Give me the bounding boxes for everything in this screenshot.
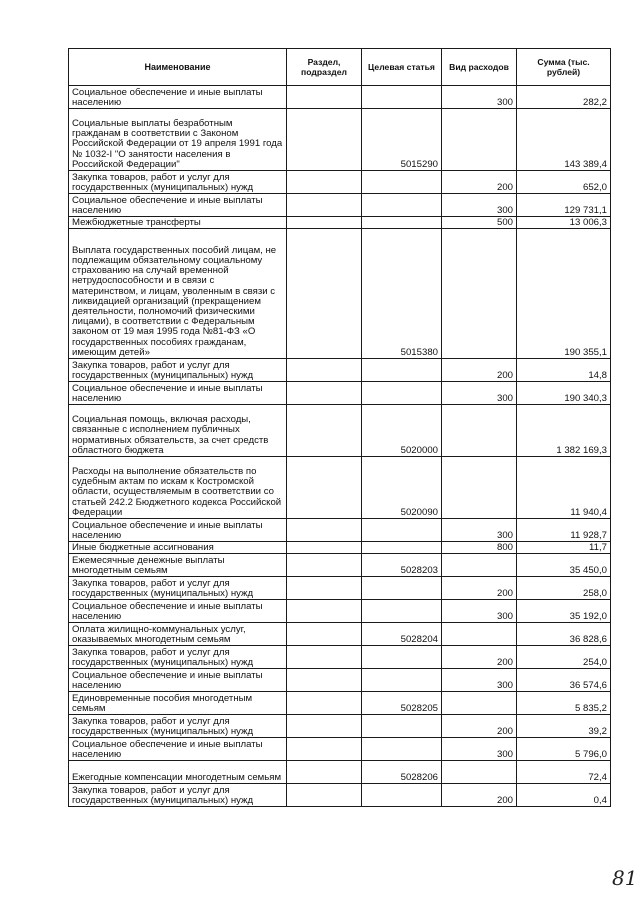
cell-amount: 129 731,1 bbox=[517, 194, 611, 217]
cell-name: Закупка товаров, работ и услуг для государственных (муниципальных) нужд bbox=[69, 784, 287, 807]
cell-section bbox=[287, 554, 362, 577]
cell-section bbox=[287, 109, 362, 171]
table-row bbox=[69, 692, 611, 715]
cell-amount: 282,2 bbox=[517, 86, 611, 109]
cell-section bbox=[287, 382, 362, 405]
cell-amount: 190 340,3 bbox=[517, 382, 611, 405]
header-amount: Сумма (тыс. рублей) bbox=[517, 49, 611, 86]
cell-name: Единовременные пособия многодетным семьям bbox=[69, 692, 287, 715]
table-row bbox=[69, 109, 611, 171]
cell-name: Социальное обеспечение и иные выплаты населению bbox=[69, 86, 287, 109]
cell-section bbox=[287, 229, 362, 359]
cell-amount: 13 006,3 bbox=[517, 217, 611, 229]
cell-amount: 36 828,6 bbox=[517, 623, 611, 646]
cell-amount: 652,0 bbox=[517, 171, 611, 194]
cell-type bbox=[442, 761, 517, 784]
cell-name: Социальное обеспечение и иные выплаты населению bbox=[69, 738, 287, 761]
cell-section bbox=[287, 761, 362, 784]
table-row bbox=[69, 194, 611, 217]
cell-amount: 14,8 bbox=[517, 359, 611, 382]
cell-section bbox=[287, 519, 362, 542]
cell-amount: 143 389,4 bbox=[517, 109, 611, 171]
cell-type: 300 bbox=[442, 738, 517, 761]
cell-amount: 5 835,2 bbox=[517, 692, 611, 715]
table-row bbox=[69, 623, 611, 646]
cell-name: Социальная помощь, включая расходы, связанные с исполнением публичных нормативных обязательств, за счет средств областного бюджета bbox=[69, 405, 287, 457]
table-row bbox=[69, 738, 611, 761]
header-name: Наименование bbox=[69, 49, 287, 86]
cell-amount: 72,4 bbox=[517, 761, 611, 784]
cell-section bbox=[287, 542, 362, 554]
cell-name: Оплата жилищно-коммунальных услуг, оказываемых многодетным семьям bbox=[69, 623, 287, 646]
cell-name: Межбюджетные трансферты bbox=[69, 217, 287, 229]
cell-type: 200 bbox=[442, 359, 517, 382]
cell-amount: 35 450,0 bbox=[517, 554, 611, 577]
cell-type: 200 bbox=[442, 646, 517, 669]
cell-type bbox=[442, 457, 517, 519]
cell-name: Социальное обеспечение и иные выплаты населению bbox=[69, 600, 287, 623]
cell-name: Социальное обеспечение и иные выплаты населению bbox=[69, 382, 287, 405]
cell-target bbox=[362, 519, 442, 542]
cell-amount: 11 928,7 bbox=[517, 519, 611, 542]
cell-target: 5015380 bbox=[362, 229, 442, 359]
table-row bbox=[69, 457, 611, 519]
cell-section bbox=[287, 669, 362, 692]
table-row bbox=[69, 359, 611, 382]
cell-amount: 35 192,0 bbox=[517, 600, 611, 623]
cell-section bbox=[287, 405, 362, 457]
cell-name: Закупка товаров, работ и услуг для государственных (муниципальных) нужд bbox=[69, 359, 287, 382]
cell-section bbox=[287, 715, 362, 738]
cell-target: 5028205 bbox=[362, 692, 442, 715]
cell-amount: 1 382 169,3 bbox=[517, 405, 611, 457]
cell-amount: 39,2 bbox=[517, 715, 611, 738]
cell-target bbox=[362, 171, 442, 194]
cell-name: Закупка товаров, работ и услуг для государственных (муниципальных) нужд bbox=[69, 577, 287, 600]
cell-type: 300 bbox=[442, 86, 517, 109]
header-type: Вид расходов bbox=[442, 49, 517, 86]
cell-target bbox=[362, 217, 442, 229]
table-row bbox=[69, 554, 611, 577]
cell-section bbox=[287, 623, 362, 646]
cell-target bbox=[362, 382, 442, 405]
cell-name: Социальное обеспечение и иные выплаты населению bbox=[69, 194, 287, 217]
cell-target bbox=[362, 600, 442, 623]
budget-table bbox=[68, 48, 611, 807]
cell-section bbox=[287, 217, 362, 229]
cell-name: Социальное обеспечение и иные выплаты населению bbox=[69, 519, 287, 542]
table-row bbox=[69, 229, 611, 359]
table-row bbox=[69, 646, 611, 669]
cell-type: 300 bbox=[442, 600, 517, 623]
cell-section bbox=[287, 86, 362, 109]
table-row bbox=[69, 382, 611, 405]
cell-amount: 0,4 bbox=[517, 784, 611, 807]
cell-amount: 190 355,1 bbox=[517, 229, 611, 359]
cell-type: 200 bbox=[442, 171, 517, 194]
cell-name: Социальное обеспечение и иные выплаты населению bbox=[69, 669, 287, 692]
cell-type bbox=[442, 229, 517, 359]
cell-amount: 258,0 bbox=[517, 577, 611, 600]
cell-target bbox=[362, 194, 442, 217]
cell-name: Закупка товаров, работ и услуг для государственных (муниципальных) нужд bbox=[69, 715, 287, 738]
cell-name: Иные бюджетные ассигнования bbox=[69, 542, 287, 554]
table-row bbox=[69, 669, 611, 692]
cell-name: Ежемесячные денежные выплаты многодетным семьям bbox=[69, 554, 287, 577]
cell-type bbox=[442, 405, 517, 457]
cell-type: 300 bbox=[442, 669, 517, 692]
table-row bbox=[69, 577, 611, 600]
cell-name: Выплата государственных пособий лицам, не подлежащим обязательному социальному страхованию на случай временной нетрудоспособности и в связи с материнством, и лицам, уволенным в связи с ликвидацией организаций (прекращением деятельности, полномочий физическими лицами), в соответствии с Федеральным законом от 19 мая 1995 года №81-ФЗ «О государственных пособиях гражданам, имеющим детей» bbox=[69, 229, 287, 359]
cell-target: 5028203 bbox=[362, 554, 442, 577]
cell-type: 200 bbox=[442, 784, 517, 807]
cell-section bbox=[287, 359, 362, 382]
cell-type: 800 bbox=[442, 542, 517, 554]
table-row bbox=[69, 519, 611, 542]
cell-target bbox=[362, 738, 442, 761]
cell-name: Ежегодные компенсации многодетным семьям bbox=[69, 761, 287, 784]
page-number: 81 bbox=[612, 866, 638, 890]
cell-target bbox=[362, 577, 442, 600]
cell-type: 300 bbox=[442, 382, 517, 405]
cell-type bbox=[442, 623, 517, 646]
cell-type: 200 bbox=[442, 715, 517, 738]
cell-type: 200 bbox=[442, 577, 517, 600]
table-row bbox=[69, 86, 611, 109]
cell-amount: 36 574,6 bbox=[517, 669, 611, 692]
table-row bbox=[69, 761, 611, 784]
cell-target bbox=[362, 669, 442, 692]
cell-target bbox=[362, 542, 442, 554]
table-header-row bbox=[69, 49, 611, 86]
cell-target bbox=[362, 86, 442, 109]
cell-target: 5020000 bbox=[362, 405, 442, 457]
cell-name: Социальные выплаты безработным гражданам в соответствии с Законом Российской Федерации от 19 апреля 1991 года № 1032-I "О занятости населения в Российской Федерации" bbox=[69, 109, 287, 171]
cell-type: 300 bbox=[442, 519, 517, 542]
cell-target: 5020090 bbox=[362, 457, 442, 519]
cell-type: 300 bbox=[442, 194, 517, 217]
cell-section bbox=[287, 738, 362, 761]
cell-section bbox=[287, 600, 362, 623]
cell-target bbox=[362, 715, 442, 738]
cell-name: Закупка товаров, работ и услуг для государственных (муниципальных) нужд bbox=[69, 646, 287, 669]
cell-target: 5028204 bbox=[362, 623, 442, 646]
cell-type: 500 bbox=[442, 217, 517, 229]
cell-name: Закупка товаров, работ и услуг для государственных (муниципальных) нужд bbox=[69, 171, 287, 194]
table-row bbox=[69, 217, 611, 229]
table-row bbox=[69, 784, 611, 807]
cell-section bbox=[287, 194, 362, 217]
cell-amount: 254,0 bbox=[517, 646, 611, 669]
table-row bbox=[69, 715, 611, 738]
cell-amount: 5 796,0 bbox=[517, 738, 611, 761]
table-row bbox=[69, 542, 611, 554]
table-body bbox=[69, 86, 611, 807]
cell-amount: 11,7 bbox=[517, 542, 611, 554]
cell-target: 5028206 bbox=[362, 761, 442, 784]
table-row bbox=[69, 600, 611, 623]
cell-section bbox=[287, 784, 362, 807]
cell-target bbox=[362, 359, 442, 382]
cell-target bbox=[362, 784, 442, 807]
cell-section bbox=[287, 457, 362, 519]
header-target: Целевая статья bbox=[362, 49, 442, 86]
cell-section bbox=[287, 692, 362, 715]
cell-target bbox=[362, 646, 442, 669]
cell-type bbox=[442, 109, 517, 171]
table-row bbox=[69, 171, 611, 194]
cell-target: 5015290 bbox=[362, 109, 442, 171]
table-row bbox=[69, 405, 611, 457]
cell-amount: 11 940,4 bbox=[517, 457, 611, 519]
cell-section bbox=[287, 577, 362, 600]
cell-type bbox=[442, 554, 517, 577]
cell-section bbox=[287, 171, 362, 194]
header-section: Раздел, подраздел bbox=[287, 49, 362, 86]
cell-section bbox=[287, 646, 362, 669]
cell-name: Расходы на выполнение обязательств по судебным актам по искам к Костромской области, осуществляемым в соответствии со статьей 242.2 Бюджетного кодекса Российской Федерации bbox=[69, 457, 287, 519]
cell-type bbox=[442, 692, 517, 715]
